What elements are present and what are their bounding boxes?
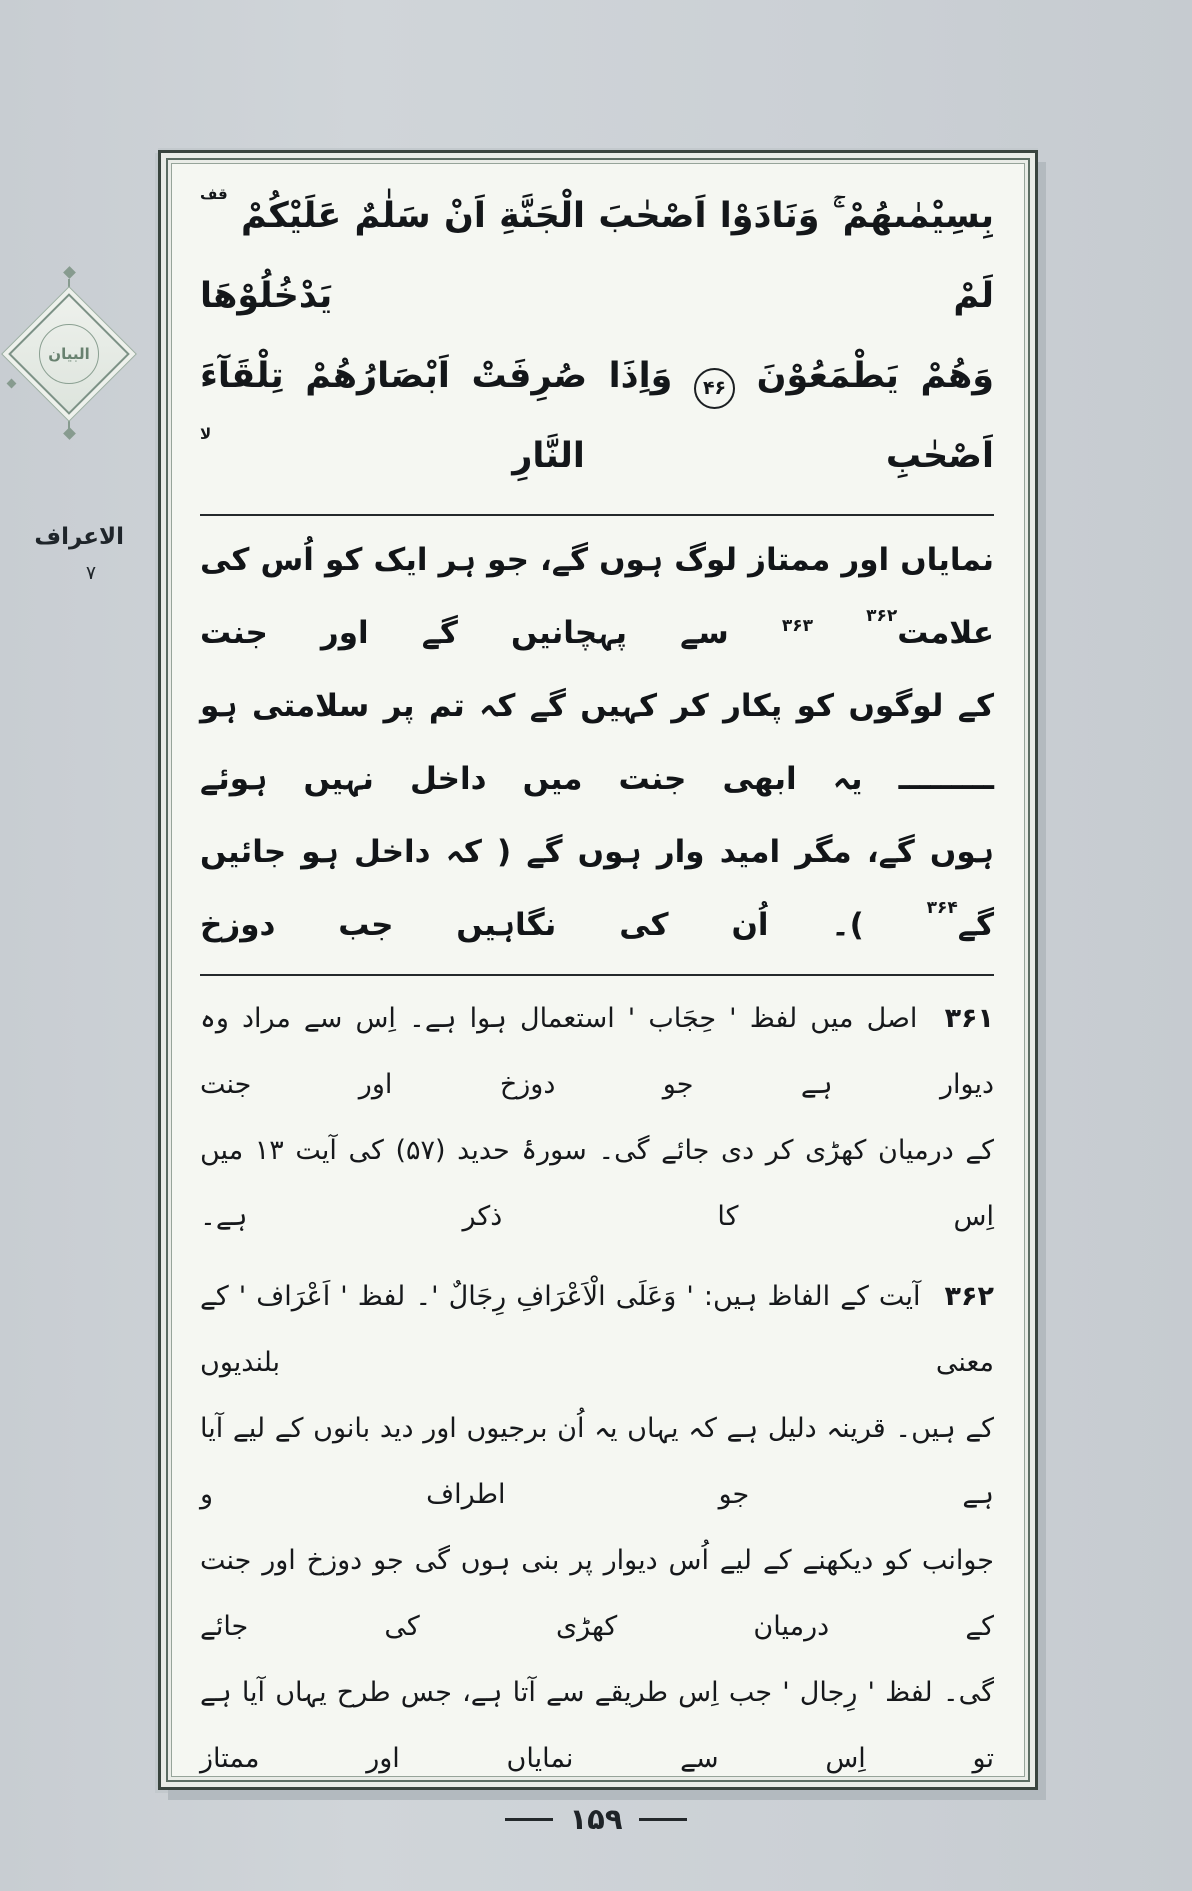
ornament-side-diamond-icon bbox=[7, 379, 17, 389]
translation-block bbox=[200, 524, 994, 962]
ornament-medallion bbox=[16, 268, 122, 514]
translation-text: سے پہچانیں گے اور جنت bbox=[200, 615, 729, 651]
translation-line bbox=[200, 816, 994, 962]
footnote-line: گی۔ لفظ ' رِجال ' جب اِس طریقے سے آتا ہے، جس طرح یہاں آیا ہے تو اِس سے نمایاں اور ممتاز bbox=[200, 1677, 994, 1774]
ornament-bottom-finial-icon bbox=[63, 427, 76, 440]
surah-margin-tab bbox=[34, 522, 124, 586]
waqf-mark: قف bbox=[200, 185, 228, 203]
quran-text: وَاِذَا صُرِفَتْ اَبْصَارُهُمْ تِلْقَآءَ اَصْحٰبِ النَّارِ bbox=[200, 356, 995, 476]
footnote-ref: ۳۶۲ bbox=[866, 606, 898, 626]
footnotes-block bbox=[200, 986, 994, 1777]
footnote-text: آیت کے الفاظ ہیں: ' وَعَلَى الْاَعْرَافِ رِجَالٌ '۔ لفظ ' اَعْرَاف ' کے معنی بلندیوں bbox=[200, 1281, 994, 1378]
footnote-line bbox=[200, 1264, 994, 1396]
page-number: ۱۵۹ bbox=[569, 1802, 623, 1836]
quran-line bbox=[200, 176, 994, 336]
footnote-number: ۳۶۲ bbox=[944, 1281, 994, 1312]
footnote-text: اصل میں لفظ ' حِجَاب ' استعمال ہوا ہے۔ اِس سے مراد وہ دیوار ہے جو دوزخ اور جنت bbox=[200, 1003, 994, 1100]
footnote-line: جوانب کو دیکھنے کے لیے اُس دیوار پر بنی ہوں گی جو دوزخ اور جنت کے درمیان کھڑی کی جائے bbox=[200, 1545, 994, 1642]
separator-rule bbox=[200, 514, 994, 516]
waqf-mark: لا bbox=[200, 425, 212, 443]
translation-line: کے لوگوں کو پکار کر کہیں گے کہ تم پر سلامتی ہو ـــــــــ یہ ابھی جنت میں داخل نہیں ہوئے bbox=[200, 688, 994, 797]
quran-verse-block bbox=[200, 176, 994, 496]
surah-number-label: ۷ bbox=[85, 562, 97, 584]
page-number-dash-icon bbox=[639, 1818, 687, 1821]
page-footer bbox=[0, 1802, 1192, 1836]
page-frame-middle-border bbox=[166, 158, 1030, 1782]
footnote-ref: ۳۶۳ bbox=[781, 616, 814, 636]
footnote-line bbox=[200, 986, 994, 1118]
quran-text: بِسِيْمٰىهُمْ ۚ وَنَادَوْا اَصْحٰبَ الْجَنَّةِ اَنْ سَلٰمٌ عَلَيْكُمْ bbox=[240, 196, 994, 236]
page-number-dash-icon bbox=[505, 1818, 553, 1821]
page-frame bbox=[158, 150, 1038, 1790]
footnote-362 bbox=[200, 1264, 994, 1777]
surah-name-label: الاعراف bbox=[34, 524, 124, 550]
footnote-line: کے ہیں۔ قرینہ دلیل ہے کہ یہاں یہ اُن برجیوں اور دید بانوں کے لیے آیا ہے جو اطراف و bbox=[200, 1413, 994, 1510]
footnote-line: کے درمیان کھڑی کر دی جائے گی۔ سورۂ حدید (۵۷) کی آیت ۱۳ میں اِس کا ذکر ہے۔ bbox=[200, 1135, 994, 1232]
separator-rule bbox=[200, 974, 994, 976]
ayah-number-badge: ۴۶ bbox=[694, 368, 735, 409]
page-body bbox=[171, 163, 1025, 1777]
footnote-ref: ۳۶۴ bbox=[926, 898, 958, 918]
translation-line bbox=[200, 524, 994, 670]
book-mark-label: البيان bbox=[39, 324, 99, 384]
ornament-diamond bbox=[8, 293, 130, 415]
quran-text: لَمْ يَدْخُلُوْهَا bbox=[200, 276, 994, 316]
footnote-361 bbox=[200, 986, 994, 1250]
quran-line bbox=[200, 336, 994, 496]
translation-text: ہوں گے، مگر امید وار ہوں گے ( کہ داخل ہو جائیں گے bbox=[200, 834, 994, 943]
quran-text: وَهُمْ يَطْمَعُوْنَ bbox=[756, 356, 995, 396]
footnote-number: ۳۶۱ bbox=[944, 1003, 995, 1034]
translation-text: نمایاں اور ممتاز لوگ ہوں گے، جو ہر ایک کو اُس کی علامت bbox=[200, 542, 995, 651]
ornament-top-finial-icon bbox=[63, 266, 76, 279]
translation-text: )۔ اُن کی نگاہیں جب دوزخ bbox=[200, 907, 927, 943]
